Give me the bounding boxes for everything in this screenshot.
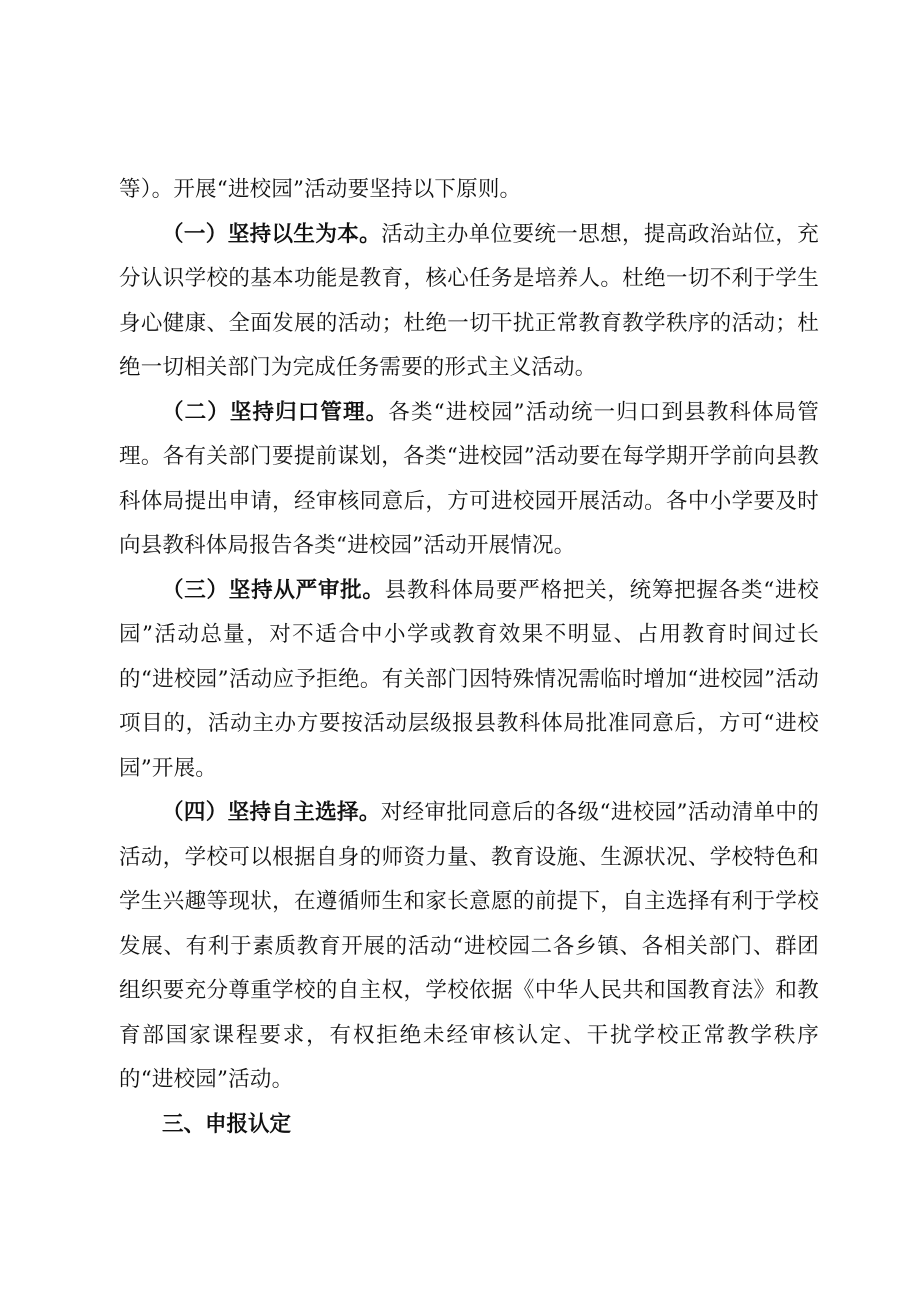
principle-body-3: 县教科体局要严格把关，统筹把握各类“进校园”活动总量，对不适合中小学或教育效果不明显、占用教育时间过长的“进校园”活动应予拒绝。有关部门因特殊情况需临时增加“进校园”活动项目的，活动主办方要按活动层级报县教科体局批准同意后，方可“进校园”开展。 <box>119 577 819 781</box>
document-page <box>119 168 819 1147</box>
principle-lead-3: （三）坚持从严审批。 <box>162 577 385 603</box>
principle-paragraph-4 <box>119 791 819 1103</box>
principle-lead-1: （一）坚持以生为本。 <box>162 221 382 247</box>
principle-body-1: 活动主办单位要统一思想，提高政治站位，充分认识学校的基本功能是教育，核心任务是培养人。杜绝一切不利于学生身心健康、全面发展的活动；杜绝一切干扰正常教育教学秩序的活动；杜绝一切相关部门为完成任务需要的形式主义活动。 <box>119 221 819 380</box>
principle-body-4: 对经审批同意后的各级“进校园”活动清单中的活动，学校可以根据自身的师资力量、教育设施、生源状况、学校特色和学生兴趣等现状，在遵循师生和家长意愿的前提下，自主选择有利于学校发展、有利于素质教育开展的活动“进校园二各乡镇、各相关部门、群团组织要充分尊重学校的自主权，学校依据《中华人民共和国教育法》和教育部国家课程要求，有权拒绝未经审核认定、干扰学校正常教学秩序的“进校园”活动。 <box>119 800 819 1092</box>
principle-body-2: 各类“进校园”活动统一归口到县教科体局管理。各有关部门要提前谋划，各类“进校园”活动要在每学期开学前向县教科体局提出申请，经审核同意后，方可进校园开展活动。各中小学要及时向县教科体局报告各类“进校园”活动开展情况。 <box>119 399 819 558</box>
principle-paragraph-2 <box>119 391 819 569</box>
principle-lead-4: （四）坚持自主选择。 <box>162 800 381 825</box>
continuation-paragraph: 等）。开展“进校园”活动要坚持以下原则。 <box>119 177 522 202</box>
section-heading: 三、申报认定 <box>162 1111 292 1137</box>
principle-lead-2: （二）坚持归口管理。 <box>162 399 389 425</box>
principle-paragraph-3 <box>119 569 819 792</box>
principle-paragraph-1 <box>119 213 819 391</box>
